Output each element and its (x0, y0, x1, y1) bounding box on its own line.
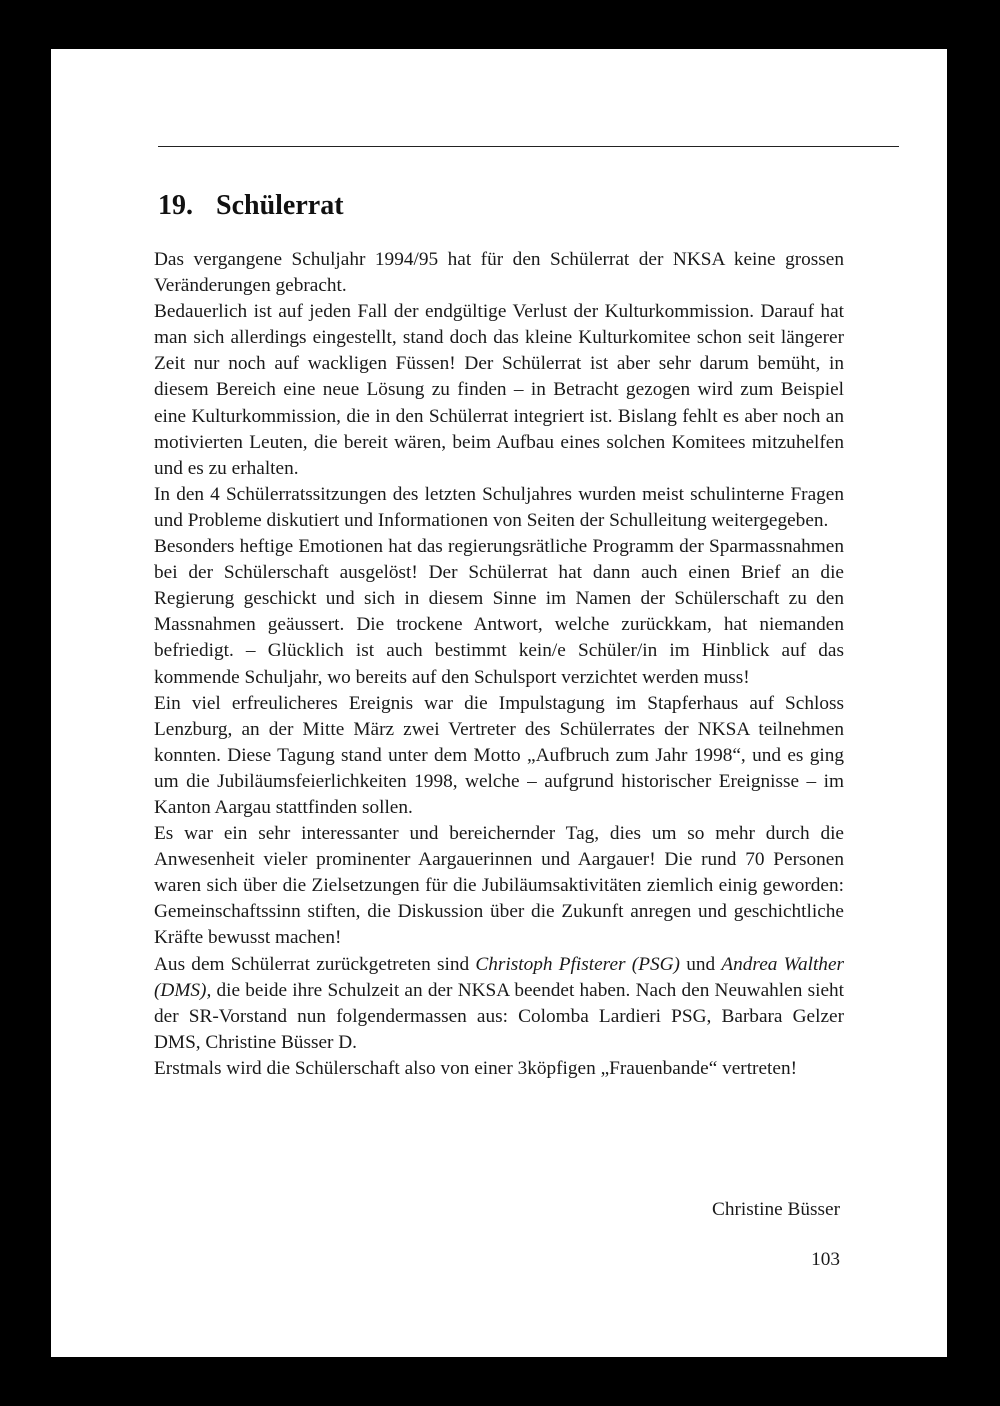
paragraph-2: Bedauerlich ist auf jeden Fall der endgültige Verlust der Kulturkommission. Darauf hat man sich allerdings eingestellt, stand doch das kleine Kulturkomitee schon seit längerer Zeit nur noch auf wackligen Füssen! Der Schülerrat ist aber sehr darum bemüht, in diesem Bereich eine neue Lösung zu finden – in Betracht gezogen wird zum Beispiel eine Kulturkommission, die in den Schülerrat integriert ist. Bislang fehlt es aber noch an motivierten Leuten, die bereit wären, beim Aufbau eines solchen Komitees mitzuhelfen und es zu erhalten. (154, 301, 844, 479)
paragraph-7-intro: Aus dem Schülerrat zurückgetreten sind (154, 953, 476, 975)
paragraph-8: Erstmals wird die Schülerschaft also von einer 3köpfigen „Frauenbande“ vertreten! (154, 1057, 798, 1079)
section-heading (158, 187, 344, 225)
page-number: 103 (811, 1249, 840, 1270)
paragraph-7-rest: die beide ihre Schulzeit an der NKSA beendet haben. Nach den Neuwahlen sieht der SR-Vorstand nun folgendermassen aus: Colomba Lardieri PSG, Barbara Gelzer DMS, Christine Büsser D. (154, 979, 844, 1053)
paragraph-6: Es war ein sehr interessanter und bereichernder Tag, dies um so mehr durch die Anwesenheit vieler prominenter Aargauerinnen und Aargauer! Die rund 70 Personen waren sich über die Zielsetzungen für die Jubiläumsaktivitäten ziemlich einig geworden: Gemeinschaftssinn stiften, die Diskussion über die Zukunft anregen und geschichtliche Kräfte bewusst machen! (154, 823, 844, 949)
paragraph-7-and: und (679, 953, 722, 975)
document-page (51, 49, 947, 1357)
name-andrea-walther: Andrea Walther (DMS), (154, 953, 845, 1001)
name-christoph-pfisterer: Christoph Pfisterer (PSG) (475, 953, 680, 975)
paragraph-1: Das vergangene Schuljahr 1994/95 hat für den Schülerrat der NKSA keine grossen Veränderungen gebracht. (154, 249, 844, 297)
paragraph-4: Besonders heftige Emotionen hat das regierungsrätliche Programm der Sparmassnahmen bei der Schülerschaft ausgelöst! Der Schülerrat hat dann auch einen Brief an die Regierung geschickt und sich in diesem Sinne im Namen der Schülerschaft zu den Massnahmen geäussert. Die trockene Antwort, welche zurückkam, hat niemanden befriedigt. – Glücklich ist auch bestimmt kein/e Schüler/in im Hinblick auf das kommende Schuljahr, wo bereits auf den Schulsport verzichtet werden muss! (154, 536, 844, 688)
section-title: Schülerrat (216, 190, 344, 221)
article-body (154, 247, 844, 1082)
paragraph-5: Ein viel erfreulicheres Ereignis war die Impulstagung im Stapferhaus auf Schloss Lenzburg, an der Mitte März zwei Vertreter des Schülerrates der NKSA teilnehmen konnten. Diese Tagung stand unter dem Motto „Aufbruch zum Jahr 1998“, und es ging um die Jubiläumsfeierlichkeiten 1998, welche – aufgrund historischer Ereignisse – im Kanton Aargau stattfinden sollen. (154, 692, 844, 818)
paragraph-7 (154, 952, 844, 1056)
header-rule (158, 146, 899, 147)
section-number: 19. (158, 190, 193, 221)
author-signature: Christine Büsser (711, 1199, 840, 1220)
paragraph-3: In den 4 Schülerratssitzungen des letzten Schuljahres wurden meist schulinterne Fragen und Probleme diskutiert und Informationen von Seiten der Schulleitung weitergegeben. (154, 483, 844, 531)
